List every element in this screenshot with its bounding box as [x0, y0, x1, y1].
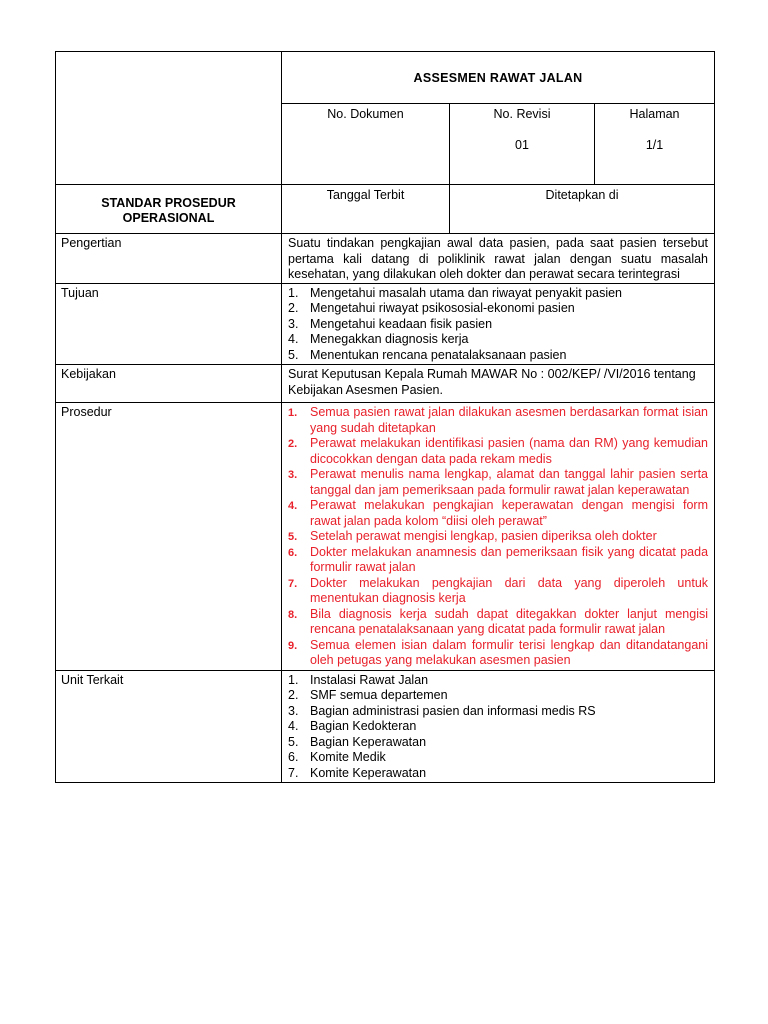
list-item: [288, 638, 708, 669]
list-item-text: Bagian administrasi pasien dan informasi medis RS: [310, 703, 596, 718]
list-item-number: 5.: [288, 531, 298, 543]
list-item-number: 6.: [288, 546, 298, 559]
list-item-number: 9.: [288, 639, 298, 652]
list-item-number: 4.: [288, 500, 298, 512]
list-item-number: 1.: [288, 285, 299, 300]
list-item-text: Perawat menulis nama lengkap, alamat dan tanggal lahir pasien serta tanggal dan jam pemeriksaan pada formulir rawat jalan keperawatan: [310, 467, 709, 497]
list-item: [288, 688, 708, 704]
list-item-number: 1.: [288, 407, 298, 419]
list-item-text: Perawat melakukan identifikasi pasien (nama dan RM) yang kemudian dicocokkan dengan data pada rekam medis: [310, 436, 709, 466]
list-item: [288, 467, 708, 498]
list-item-text: Semua pasien rawat jalan dilakukan asesmen berdasarkan format isian yang sudah ditetapkan: [310, 405, 709, 435]
list-item-number: 4.: [288, 332, 299, 346]
list-item-number: 2.: [288, 688, 299, 702]
list-item: [288, 348, 708, 364]
list-item-number: 3.: [288, 316, 299, 331]
list-item-text: Perawat melakukan pengkajian keperawatan dengan mengisi form rawat jalan pada kolom “diisi oleh perawat”: [310, 498, 709, 528]
list-item-number: 1.: [288, 672, 299, 687]
list-item: [288, 735, 708, 751]
list-item: [288, 317, 708, 333]
halaman-cell: [595, 104, 715, 185]
no-revisi-label: No. Revisi: [493, 107, 551, 121]
list-item-number: 2.: [288, 438, 298, 450]
list-item: [288, 286, 708, 302]
logo-cell: [56, 52, 282, 185]
pengertian-label: Pengertian: [56, 234, 282, 284]
list-item: [288, 719, 708, 735]
list-item-text: Bila diagnosis kerja sudah dapat ditegakkan dokter lanjut mengisi rencana penatalaksanaan yang dicatat pada formulir rawat jalan: [310, 606, 709, 636]
list-item: [288, 576, 708, 607]
prosedur-list: [288, 405, 708, 669]
list-item-text: Menegakkan diagnosis kerja: [310, 332, 469, 346]
pengertian-text: Suatu tindakan pengkajian awal data pasien, pada saat pasien tersebut pertama kali datang di poliklinik rawat jalan dengan suatu masalah kesehatan, yang dilakukan oleh dokter dan perawat secara terintegrasi: [282, 234, 715, 284]
document-title: ASSESMEN RAWAT JALAN: [282, 52, 715, 104]
list-item-number: 7.: [288, 577, 298, 590]
unit-terkait-list: [288, 673, 708, 782]
list-item-text: Dokter melakukan pengkajian dari data yang diperoleh untuk menentukan diagnosis kerja: [310, 575, 709, 605]
list-item-text: Komite Medik: [310, 750, 386, 764]
list-item: [288, 498, 708, 529]
kebijakan-label: Kebijakan: [56, 365, 282, 403]
list-item-text: Mengetahui masalah utama dan riwayat penyakit pasien: [310, 285, 622, 300]
list-item-text: Semua elemen isian dalam formulir terisi lengkap dan ditandatangani oleh petugas yang melakukan asesmen pasien: [310, 637, 709, 667]
halaman-label: Halaman: [629, 107, 680, 121]
list-item: [288, 750, 708, 766]
standar-prosedur-label: STANDAR PROSEDUR OPERASIONAL: [56, 185, 282, 234]
unit-terkait-cell: [282, 670, 715, 783]
no-dokumen-label: No. Dokumen: [327, 107, 404, 121]
list-item-number: 3.: [288, 703, 299, 718]
kebijakan-text: Surat Keputusan Kepala Rumah MAWAR No : 002/KEP/ /VI/2016 tentang Kebijakan Asesmen Pasien.: [282, 365, 715, 403]
list-item-number: 2.: [288, 301, 299, 315]
list-item-number: 4.: [288, 719, 299, 733]
list-item-number: 8.: [288, 608, 298, 621]
prosedur-label: Prosedur: [56, 403, 282, 671]
tujuan-cell: [282, 283, 715, 365]
list-item: [288, 332, 708, 348]
unit-terkait-label: Unit Terkait: [56, 670, 282, 783]
ditetapkan-label: Ditetapkan di: [450, 185, 715, 234]
list-item-text: Bagian Keperawatan: [310, 734, 427, 749]
list-item-text: Bagian Kedokteran: [310, 719, 417, 733]
list-item-number: 3.: [288, 469, 298, 481]
list-item: [288, 607, 708, 638]
list-item: [288, 301, 708, 317]
list-item: [288, 405, 708, 436]
list-item: [288, 436, 708, 467]
tujuan-list: [288, 286, 708, 364]
list-item-number: 6.: [288, 750, 299, 764]
list-item-text: Instalasi Rawat Jalan: [310, 672, 429, 687]
no-dokumen-cell: [282, 104, 450, 185]
no-revisi-cell: [450, 104, 595, 185]
tujuan-label: Tujuan: [56, 283, 282, 365]
list-item-text: Mengetahui keadaan fisik pasien: [310, 316, 493, 331]
tanggal-terbit-label: Tanggal Terbit: [282, 185, 450, 234]
halaman-value: 1/1: [645, 137, 664, 152]
list-item-text: Mengetahui riwayat psikososial-ekonomi pasien: [310, 301, 575, 315]
list-item-number: 5.: [288, 734, 299, 749]
list-item: [288, 704, 708, 720]
list-item-number: 5.: [288, 347, 299, 362]
prosedur-cell: [282, 403, 715, 671]
list-item: [288, 766, 708, 782]
list-item-text: SMF semua departemen: [310, 688, 448, 702]
list-item-text: Menentukan rencana penatalaksanaan pasien: [310, 347, 567, 362]
list-item: [288, 673, 708, 689]
list-item-text: Dokter melakukan anamnesis dan pemeriksaan fisik yang dicatat pada formulir rawat jalan: [310, 544, 709, 574]
list-item: [288, 529, 708, 545]
list-item-text: Setelah perawat mengisi lengkap, pasien diperiksa oleh dokter: [310, 529, 657, 543]
list-item-number: 7.: [288, 765, 299, 780]
list-item-text: Komite Keperawatan: [310, 765, 427, 780]
sop-table: [55, 51, 715, 783]
no-revisi-value: 01: [515, 137, 529, 152]
list-item: [288, 545, 708, 576]
